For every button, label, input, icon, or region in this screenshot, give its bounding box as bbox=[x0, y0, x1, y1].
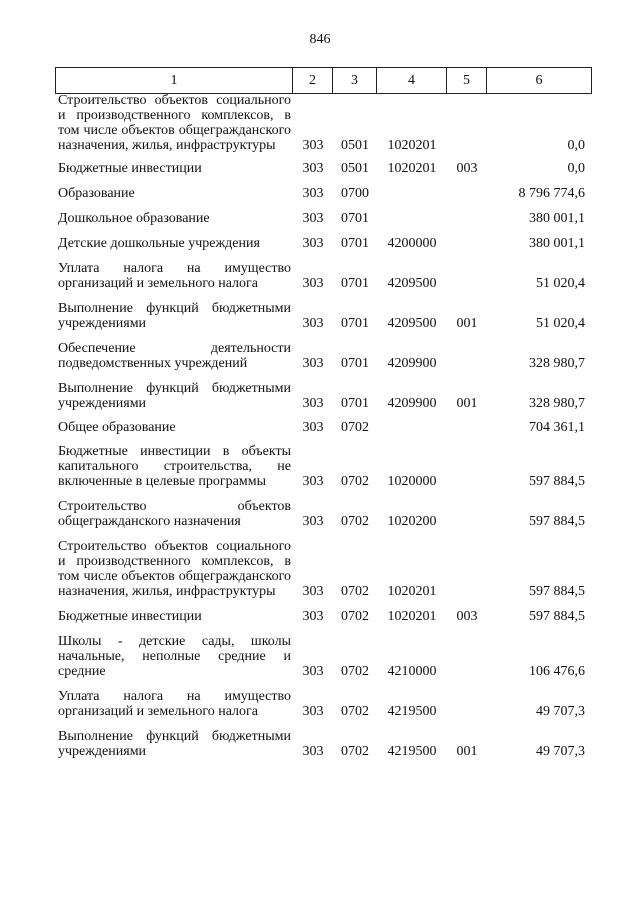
row-col-2: 303 bbox=[302, 211, 324, 226]
row-col-6: 597 884,5 bbox=[529, 584, 585, 599]
row-col-3: 0700 bbox=[341, 186, 369, 201]
row-col-2: 303 bbox=[302, 664, 324, 679]
row-col-4: 1020201 bbox=[387, 609, 437, 624]
row-col-3: 0701 bbox=[341, 316, 369, 331]
table-row bbox=[55, 261, 591, 291]
row-col-3: 0701 bbox=[341, 211, 369, 226]
row-col-4: 1020000 bbox=[387, 474, 437, 489]
row-col-6: 597 884,5 bbox=[529, 609, 585, 624]
row-col-4: 4209500 bbox=[387, 276, 437, 291]
page-number: 846 bbox=[309, 32, 331, 47]
row-col-2: 303 bbox=[302, 584, 324, 599]
table-body bbox=[55, 93, 591, 759]
row-name: Детские дошкольные учреждения bbox=[58, 236, 260, 251]
row-col-3: 0701 bbox=[341, 396, 369, 411]
table-row bbox=[55, 211, 591, 226]
row-name: Обеспечение деятельности подведомственных учреждений bbox=[58, 341, 291, 371]
row-name: Бюджетные инвестиции в объекты капитального строительства, не включенные в целевые программы bbox=[58, 444, 291, 489]
row-col-3: 0702 bbox=[341, 420, 369, 435]
table-row bbox=[55, 539, 591, 599]
header-col-5: 5 bbox=[447, 68, 487, 94]
row-col-6: 51 020,4 bbox=[536, 276, 585, 291]
row-col-2: 303 bbox=[302, 186, 324, 201]
row-col-4: 4209900 bbox=[387, 356, 437, 371]
table-row bbox=[55, 301, 591, 331]
row-col-4: 4219500 bbox=[387, 704, 437, 719]
row-col-3: 0702 bbox=[341, 609, 369, 624]
row-col-3: 0701 bbox=[341, 356, 369, 371]
table-row bbox=[55, 499, 591, 529]
row-col-4: 1020201 bbox=[387, 138, 437, 153]
row-name: Бюджетные инвестиции bbox=[58, 161, 202, 176]
row-col-3: 0501 bbox=[341, 138, 369, 153]
row-col-2: 303 bbox=[302, 474, 324, 489]
row-col-2: 303 bbox=[302, 138, 324, 153]
row-col-3: 0501 bbox=[341, 161, 369, 176]
row-col-6: 380 001,1 bbox=[529, 236, 585, 251]
row-name: Школы - детские сады, школы начальные, неполные средние и средние bbox=[58, 634, 291, 679]
row-name: Общее образование bbox=[58, 420, 176, 435]
table-row bbox=[55, 161, 591, 176]
table-row bbox=[55, 236, 591, 251]
row-col-5: 001 bbox=[456, 396, 478, 411]
row-col-3: 0701 bbox=[341, 276, 369, 291]
row-col-4: 4209900 bbox=[387, 396, 437, 411]
row-col-5: 003 bbox=[456, 161, 478, 176]
row-col-4: 4200000 bbox=[387, 236, 437, 251]
row-col-2: 303 bbox=[302, 514, 324, 529]
row-col-6: 106 476,6 bbox=[529, 664, 585, 679]
header-col-6: 6 bbox=[487, 68, 592, 94]
row-col-4: 1020201 bbox=[387, 584, 437, 599]
row-col-3: 0702 bbox=[341, 584, 369, 599]
row-name: Дошкольное образование bbox=[58, 211, 210, 226]
row-col-3: 0702 bbox=[341, 664, 369, 679]
row-col-5: 001 bbox=[456, 316, 478, 331]
row-col-6: 0,0 bbox=[567, 138, 585, 153]
row-col-6: 328 980,7 bbox=[529, 396, 585, 411]
row-col-4: 1020201 bbox=[387, 161, 437, 176]
row-col-2: 303 bbox=[302, 396, 324, 411]
row-name: Строительство объектов общегражданского назначения bbox=[58, 499, 291, 529]
row-col-2: 303 bbox=[302, 161, 324, 176]
row-name: Выполнение функций бюджетными учреждениями bbox=[58, 301, 291, 331]
row-col-6: 704 361,1 bbox=[529, 420, 585, 435]
header-col-3: 3 bbox=[333, 68, 377, 94]
row-col-6: 0,0 bbox=[567, 161, 585, 176]
row-col-6: 328 980,7 bbox=[529, 356, 585, 371]
row-name: Образование bbox=[58, 186, 135, 201]
table-row bbox=[55, 729, 591, 759]
row-col-2: 303 bbox=[302, 356, 324, 371]
row-col-2: 303 bbox=[302, 609, 324, 624]
row-col-2: 303 bbox=[302, 236, 324, 251]
row-name: Выполнение функций бюджетными учреждениями bbox=[58, 381, 291, 411]
table-row bbox=[55, 381, 591, 411]
row-name: Бюджетные инвестиции bbox=[58, 609, 202, 624]
table-row bbox=[55, 609, 591, 624]
row-col-2: 303 bbox=[302, 704, 324, 719]
row-col-6: 597 884,5 bbox=[529, 514, 585, 529]
table-row bbox=[55, 186, 591, 201]
table-row bbox=[55, 444, 591, 489]
table-row bbox=[55, 341, 591, 371]
row-name: Строительство объектов социального и производственного комплексов, в том числе объектов общегражданского назначения, жилья, инфраструктуры bbox=[58, 539, 291, 599]
row-col-6: 49 707,3 bbox=[536, 704, 585, 719]
row-col-4: 1020200 bbox=[387, 514, 437, 529]
row-name: Строительство объектов социального и производственного комплексов, в том числе объектов общегражданского назначения, жилья, инфраструктуры bbox=[58, 93, 291, 153]
row-name: Уплата налога на имущество организаций и земельного налога bbox=[58, 689, 291, 719]
row-name: Выполнение функций бюджетными учреждениями bbox=[58, 729, 291, 759]
row-name: Уплата налога на имущество организаций и земельного налога bbox=[58, 261, 291, 291]
row-col-4: 4210000 bbox=[387, 664, 437, 679]
row-col-4: 4209500 bbox=[387, 316, 437, 331]
header-col-4: 4 bbox=[377, 68, 447, 94]
row-col-5: 003 bbox=[456, 609, 478, 624]
table-row bbox=[55, 634, 591, 679]
row-col-3: 0702 bbox=[341, 704, 369, 719]
table-row bbox=[55, 93, 591, 153]
row-col-3: 0702 bbox=[341, 514, 369, 529]
row-col-2: 303 bbox=[302, 276, 324, 291]
table-row bbox=[55, 689, 591, 719]
row-col-5: 001 bbox=[456, 744, 478, 759]
row-col-2: 303 bbox=[302, 420, 324, 435]
row-col-3: 0702 bbox=[341, 474, 369, 489]
row-col-2: 303 bbox=[302, 744, 324, 759]
table-header bbox=[55, 67, 592, 94]
row-col-3: 0702 bbox=[341, 744, 369, 759]
header-col-2: 2 bbox=[293, 68, 333, 94]
row-col-6: 380 001,1 bbox=[529, 211, 585, 226]
table-row bbox=[55, 420, 591, 435]
row-col-6: 8 796 774,6 bbox=[518, 186, 585, 201]
row-col-3: 0701 bbox=[341, 236, 369, 251]
row-col-6: 51 020,4 bbox=[536, 316, 585, 331]
row-col-2: 303 bbox=[302, 316, 324, 331]
row-col-4: 4219500 bbox=[387, 744, 437, 759]
header-col-1: 1 bbox=[56, 68, 293, 94]
row-col-6: 597 884,5 bbox=[529, 474, 585, 489]
row-col-6: 49 707,3 bbox=[536, 744, 585, 759]
